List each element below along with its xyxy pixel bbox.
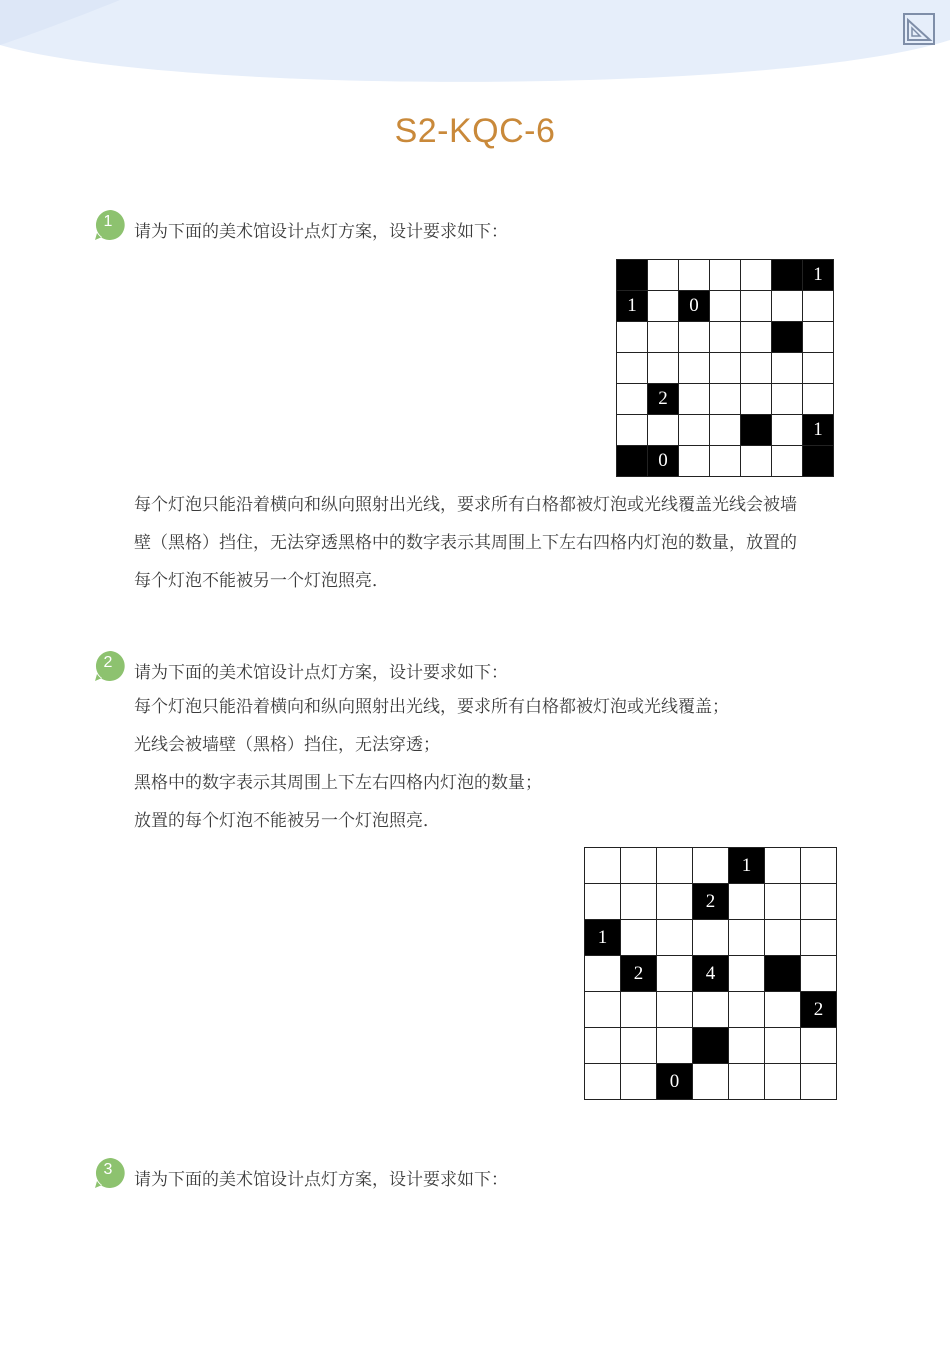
puzzle-grid-2 bbox=[584, 847, 837, 1100]
white-cell bbox=[617, 322, 647, 352]
white-cell bbox=[710, 415, 740, 445]
white-cell bbox=[621, 848, 656, 883]
numbered-black-cell: 4 bbox=[693, 956, 728, 991]
numbered-black-cell: 1 bbox=[729, 848, 764, 883]
white-cell bbox=[765, 848, 800, 883]
white-cell bbox=[710, 353, 740, 383]
white-cell bbox=[585, 992, 620, 1027]
page-title: S2-KQC-6 bbox=[394, 112, 556, 150]
white-cell bbox=[648, 415, 678, 445]
white-cell bbox=[585, 956, 620, 991]
white-cell bbox=[801, 956, 836, 991]
white-cell bbox=[693, 1064, 728, 1099]
white-cell bbox=[621, 992, 656, 1027]
numbered-black-cell: 1 bbox=[617, 291, 647, 321]
white-cell bbox=[585, 884, 620, 919]
white-cell bbox=[729, 992, 764, 1027]
white-cell bbox=[801, 1028, 836, 1063]
white-cell bbox=[741, 446, 771, 476]
white-cell bbox=[710, 260, 740, 290]
white-cell bbox=[803, 322, 833, 352]
question-1-intro: 请为下面的美术馆设计点灯方案，设计要求如下： bbox=[134, 222, 508, 242]
numbered-black-cell: 1 bbox=[585, 920, 620, 955]
white-cell bbox=[765, 884, 800, 919]
white-cell bbox=[679, 446, 709, 476]
question-2-rules bbox=[134, 688, 844, 840]
white-cell bbox=[657, 1028, 692, 1063]
numbered-black-cell: 2 bbox=[648, 384, 678, 414]
white-cell bbox=[585, 1064, 620, 1099]
white-cell bbox=[585, 848, 620, 883]
white-cell bbox=[679, 353, 709, 383]
white-cell bbox=[657, 992, 692, 1027]
white-cell bbox=[803, 384, 833, 414]
puzzle-grid-1 bbox=[616, 259, 834, 477]
white-cell bbox=[679, 415, 709, 445]
white-cell bbox=[710, 291, 740, 321]
question-2-intro: 请为下面的美术馆设计点灯方案，设计要求如下： bbox=[134, 663, 508, 683]
white-cell bbox=[801, 920, 836, 955]
white-cell bbox=[693, 992, 728, 1027]
white-cell bbox=[679, 384, 709, 414]
white-cell bbox=[710, 384, 740, 414]
white-cell bbox=[741, 353, 771, 383]
ruler-triangle-logo-icon bbox=[902, 12, 938, 46]
white-cell bbox=[801, 1064, 836, 1099]
white-cell bbox=[729, 920, 764, 955]
black-cell bbox=[741, 415, 771, 445]
white-cell bbox=[741, 384, 771, 414]
rule-line: 放置的每个灯泡不能被另一个灯泡照亮． bbox=[134, 811, 440, 831]
white-cell bbox=[741, 291, 771, 321]
rule-line: 每个灯泡只能沿着横向和纵向照射出光线，要求所有白格都被灯泡或光线覆盖； bbox=[134, 697, 729, 717]
white-cell bbox=[729, 1064, 764, 1099]
numbered-black-cell: 0 bbox=[648, 446, 678, 476]
white-cell bbox=[657, 956, 692, 991]
white-cell bbox=[648, 291, 678, 321]
black-cell bbox=[772, 260, 802, 290]
numbered-black-cell: 0 bbox=[679, 291, 709, 321]
white-cell bbox=[585, 1028, 620, 1063]
white-cell bbox=[617, 353, 647, 383]
question-number-badge: 3 bbox=[94, 1157, 126, 1189]
question-number-badge: 2 bbox=[94, 650, 126, 682]
numbered-black-cell: 0 bbox=[657, 1064, 692, 1099]
white-cell bbox=[710, 322, 740, 352]
white-cell bbox=[648, 322, 678, 352]
white-cell bbox=[772, 415, 802, 445]
rule-line: 每个灯泡只能沿着横向和纵向照射出光线，要求所有白格都被灯泡或光线覆盖光线会被墙 bbox=[134, 495, 797, 515]
numbered-black-cell: 2 bbox=[693, 884, 728, 919]
white-cell bbox=[729, 1028, 764, 1063]
white-cell bbox=[803, 353, 833, 383]
white-cell bbox=[765, 992, 800, 1027]
numbered-black-cell: 1 bbox=[803, 415, 833, 445]
numbered-black-cell: 2 bbox=[621, 956, 656, 991]
white-cell bbox=[621, 884, 656, 919]
white-cell bbox=[803, 291, 833, 321]
white-cell bbox=[729, 956, 764, 991]
white-cell bbox=[657, 848, 692, 883]
black-cell bbox=[765, 956, 800, 991]
white-cell bbox=[648, 353, 678, 383]
header-wave-decoration bbox=[0, 0, 950, 90]
white-cell bbox=[801, 884, 836, 919]
white-cell bbox=[741, 260, 771, 290]
white-cell bbox=[741, 322, 771, 352]
white-cell bbox=[621, 920, 656, 955]
black-cell bbox=[803, 446, 833, 476]
white-cell bbox=[679, 322, 709, 352]
rule-line: 黑格中的数字表示其周围上下左右四格内灯泡的数量； bbox=[134, 773, 542, 793]
white-cell bbox=[657, 884, 692, 919]
white-cell bbox=[621, 1028, 656, 1063]
question-3-intro: 请为下面的美术馆设计点灯方案，设计要求如下： bbox=[134, 1170, 508, 1190]
black-cell bbox=[617, 446, 647, 476]
black-cell bbox=[693, 1028, 728, 1063]
numbered-black-cell: 1 bbox=[803, 260, 833, 290]
white-cell bbox=[765, 1028, 800, 1063]
white-cell bbox=[657, 920, 692, 955]
white-cell bbox=[617, 415, 647, 445]
white-cell bbox=[765, 1064, 800, 1099]
question-1-rules bbox=[134, 486, 844, 600]
white-cell bbox=[679, 260, 709, 290]
white-cell bbox=[710, 446, 740, 476]
white-cell bbox=[729, 884, 764, 919]
white-cell bbox=[772, 353, 802, 383]
white-cell bbox=[801, 848, 836, 883]
rule-line: 光线会被墙壁（黑格）挡住，无法穿透； bbox=[134, 735, 440, 755]
white-cell bbox=[648, 260, 678, 290]
white-cell bbox=[617, 384, 647, 414]
rule-line: 壁（黑格）挡住，无法穿透黑格中的数字表示其周围上下左右四格内灯泡的数量，放置的 bbox=[134, 533, 797, 553]
black-cell bbox=[617, 260, 647, 290]
white-cell bbox=[621, 1064, 656, 1099]
white-cell bbox=[765, 920, 800, 955]
black-cell bbox=[772, 322, 802, 352]
white-cell bbox=[772, 446, 802, 476]
white-cell bbox=[772, 384, 802, 414]
white-cell bbox=[772, 291, 802, 321]
numbered-black-cell: 2 bbox=[801, 992, 836, 1027]
white-cell bbox=[693, 848, 728, 883]
rule-line: 每个灯泡不能被另一个灯泡照亮． bbox=[134, 571, 389, 591]
question-number-badge: 1 bbox=[94, 209, 126, 241]
white-cell bbox=[693, 920, 728, 955]
